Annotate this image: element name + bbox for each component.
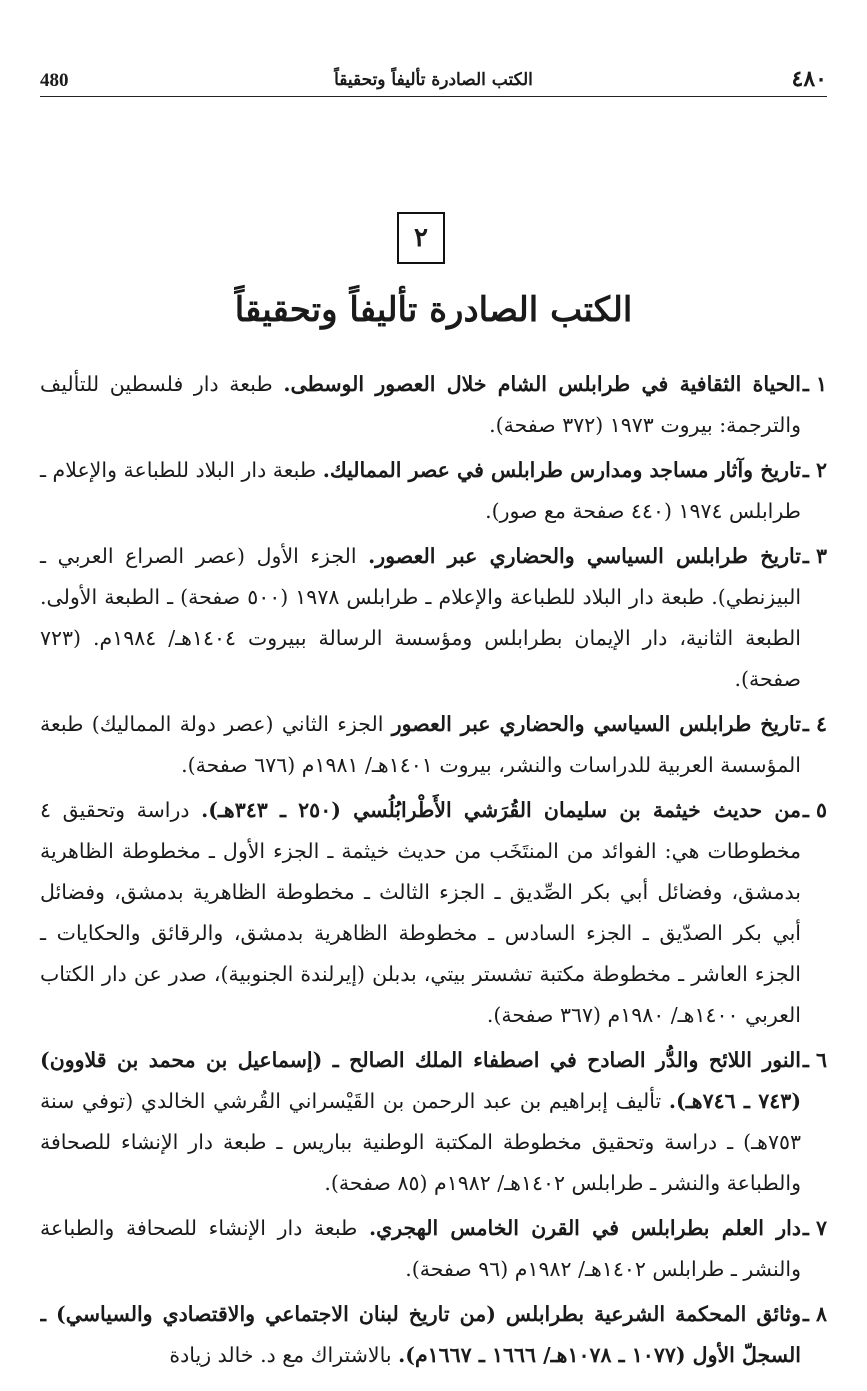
page-number-arabic: ٤٨٠ <box>791 66 827 92</box>
entries-list <box>40 364 827 1380</box>
list-item <box>40 536 827 700</box>
entry-title: تاريخ طرابلس السياسي والحضاري عبر العصور. <box>368 544 801 568</box>
running-head <box>40 66 827 97</box>
chapter-title: الكتب الصادرة تأليفاً وتحقيقاً <box>234 290 633 330</box>
entry-number: ٤ ـ <box>802 712 827 736</box>
entry-title: من حديث خيثمة بن سليمان القُرَشي الأَطْرابُلُسي (٢٥٠ ـ ٣٤٣هـ). <box>201 798 801 822</box>
entry-number: ١ ـ <box>802 372 827 396</box>
list-item <box>40 364 827 446</box>
entry-title: الحياة الثقافية في طرابلس الشام خلال العصور الوسطى. <box>283 372 801 396</box>
entry-number: ٨ ـ <box>802 1302 827 1326</box>
running-title: الكتب الصادرة تأليفاً وتحقيقاً <box>334 70 533 90</box>
entry-number: ٢ ـ <box>802 458 827 482</box>
list-item <box>40 1294 827 1376</box>
chapter-number: ٢ <box>414 223 428 253</box>
entry-number: ٥ ـ <box>802 798 827 822</box>
entry-details: تأليف إبراهيم بن عبد الرحمن بن القَيْسراني القُرشي الخالدي (توفي سنة ٧٥٣هـ) ـ دراسة وتحقيق مخطوطة المكتبة الوطنية بباريس ـ طبعة دار الإنشاء للصحافة والطباعة والنشر ـ طرابلس ١٤٠٢هـ/ ١٩٨٢م (٨٥ صفحة). <box>40 1089 801 1195</box>
entry-title: النور اللائح والدُّر الصادح في اصطفاء الملك الصالح ـ (إسماعيل بن محمد بن قلاوون) (٧٤٣ ـ ٧٤٦هـ). <box>40 1048 802 1113</box>
entry-details: الجزء الأول (عصر الصراع العربي ـ البيزنطي). طبعة دار البلاد للطباعة والإعلام ـ طرابلس ١٩٧٨ (٥٠٠ صفحة) ـ الطبعة الأولى. الطبعة الثانية، دار الإيمان بطرابلس ومؤسسة الرسالة ببيروت ١٤٠٤هـ/ ١٩٨٤م. (٧٢٣ صفحة). <box>40 544 802 691</box>
entry-title: وثائق المحكمة الشرعية بطرابلس (من تاريخ لبنان الاجتماعي والاقتصادي والسياسي) ـ السجلّ الأول (١٠٧٧ ـ ١٠٧٨هـ/ ١٦٦٦ ـ ١٦٦٧م). <box>40 1302 801 1367</box>
list-item <box>40 450 827 532</box>
list-item <box>40 1208 827 1290</box>
entry-details: دراسة وتحقيق ٤ مخطوطات هي: الفوائد من المنتَخَب من حديث خيثمة ـ الجزء الأول ـ مخطوطة الظاهرية بدمشق، وفضائل أبي بكر الصِّديق ـ الجزء الثالث ـ مخطوطة الظاهرية بدمشق، وفضائل أبي بكر الصدّيق ـ الجزء السادس ـ مخطوطة الظاهرية بدمشق، والرقائق والحكايات ـ الجزء العاشر ـ مخطوطة مكتبة تشستر بيتي، بدبلن (إيرلندة الجنوبية)، صدر عن دار الكتاب العربي ١٤٠٠هـ/ ١٩٨٠م (٣٦٧ صفحة). <box>40 798 801 1027</box>
list-item <box>40 1040 827 1204</box>
entry-details: طبعة دار البلاد للطباعة والإعلام ـ طرابلس ١٩٧٤ (٤٤٠ صفحة مع صور). <box>40 458 801 523</box>
entry-details: الجزء الثاني (عصر دولة المماليك) طبعة المؤسسة العربية للدراسات والنشر، بيروت ١٤٠١هـ/ ١٩٨١م (٦٧٦ صفحة). <box>40 712 801 777</box>
entry-number: ٦ ـ <box>802 1048 827 1072</box>
list-item <box>40 790 827 1036</box>
chapter-number-box <box>397 212 445 264</box>
entry-details: طبعة دار الإنشاء للصحافة والطباعة والنشر ـ طرابلس ١٤٠٢هـ/ ١٩٨٢م (٩٦ صفحة). <box>40 1216 801 1281</box>
entry-details: طبعة دار فلسطين للتأليف والترجمة: بيروت ١٩٧٣ (٣٧٢ صفحة). <box>40 372 801 437</box>
entry-title: تاريخ طرابلس السياسي والحضاري عبر العصور <box>391 712 801 736</box>
entry-title: دار العلم بطرابلس في القرن الخامس الهجري. <box>369 1216 801 1240</box>
page-number-latin: 480 <box>40 70 69 91</box>
entry-details: بالاشتراك مع د. خالد زيادة <box>169 1343 392 1367</box>
entry-number: ٧ ـ <box>802 1216 827 1240</box>
entry-number: ٣ ـ <box>802 544 827 568</box>
entry-title: تاريخ وآثار مساجد ومدارس طرابلس في عصر المماليك. <box>322 458 802 482</box>
list-item <box>40 704 827 786</box>
